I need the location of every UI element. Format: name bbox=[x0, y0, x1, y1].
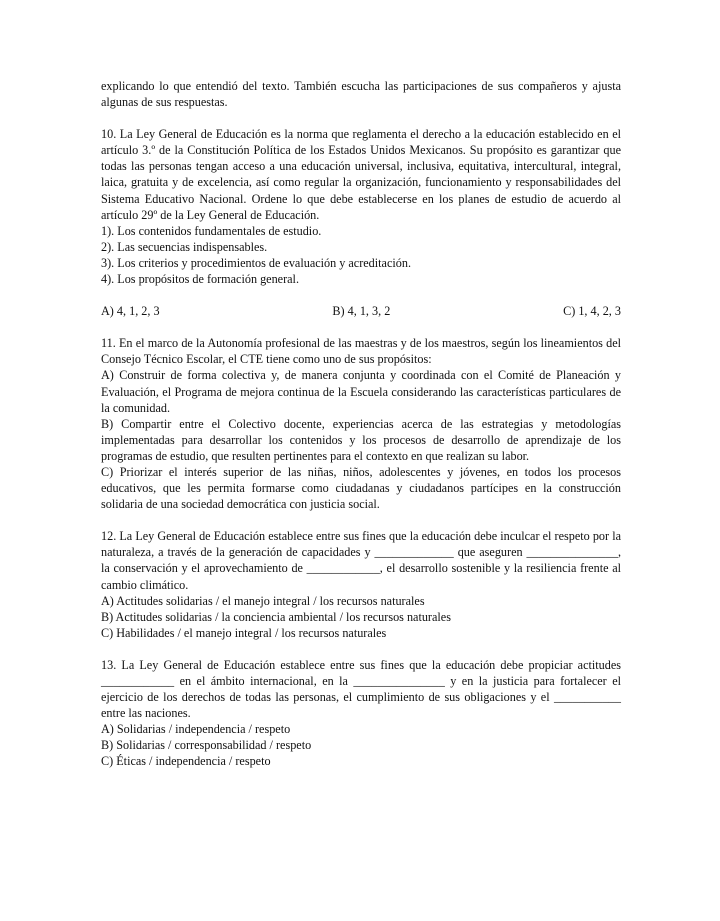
question-12-option-b[interactable]: B) Actitudes solidarias / la conciencia ambiental / los recursos naturales bbox=[101, 609, 451, 624]
question-11-option-a[interactable]: A) Construir de forma colectiva y, de manera conjunta y coordinada con el Comité de Planeación y Evaluación, el Programa de mejora continua de la Escuela considerando las características particulares de la comunidad. bbox=[101, 368, 621, 415]
question-10-option-b[interactable]: B) 4, 1, 3, 2 bbox=[332, 304, 391, 319]
question-13 bbox=[101, 657, 621, 770]
question-10-item-3: 3). Los criterios y procedimientos de evaluación y acreditación. bbox=[101, 255, 411, 270]
question-11-stem: 11. En el marco de la Autonomía profesional de las maestras y de los maestros, según los lineamientos del Consejo Técnico Escolar, el CTE tiene como uno de sus propósitos: bbox=[101, 336, 621, 367]
question-11-option-b[interactable]: B) Compartir entre el Colectivo docente, experiencias acerca de las estrategias y metodologías implementadas para desarrollar los contenidos y los procesos de desarrollo de aprendizaje de los programas de estudio, que resulten pertinentes para el contexto en que realizan su labor. bbox=[101, 416, 621, 463]
question-11 bbox=[101, 335, 621, 512]
question-10-option-c[interactable]: C) 1, 4, 2, 3 bbox=[563, 304, 621, 319]
question-10-options bbox=[101, 303, 621, 319]
intro-paragraph: explicando lo que entendió del texto. También escucha las participaciones de sus compañeros y ajusta algunas de sus respuestas. bbox=[101, 79, 621, 110]
question-13-option-c[interactable]: C) Éticas / independencia / respeto bbox=[101, 754, 271, 769]
document-page bbox=[101, 78, 621, 770]
question-12-stem: 12. La Ley General de Educación establece entre sus fines que la educación debe inculcar el respeto por la naturaleza, a través de la generación de capacidades y _____________ que aseguren _______________, la conservación y el aprovechamiento de ____________, el desarrollo sostenible y la resiliencia frente al cambio climático. bbox=[101, 529, 621, 592]
question-13-stem: 13. La Ley General de Educación establece entre sus fines que la educación debe propiciar actitudes ____________ en el ámbito internacional, en la _______________ y en la justicia para fortalecer el ejercicio de los derechos de todas las personas, el cumplimiento de sus obligaciones y el ___________ entre las naciones. bbox=[101, 657, 621, 721]
question-10 bbox=[101, 126, 621, 319]
question-13-option-b[interactable]: B) Solidarias / corresponsabilidad / respeto bbox=[101, 738, 312, 753]
question-11-option-c[interactable]: C) Priorizar el interés superior de las niñas, niños, adolescentes y jóvenes, en todos los procesos educativos, que les permita formarse como ciudadanas y ciudadanos partícipes en la construcción solidaria de una sociedad democrática con justicia social. bbox=[101, 464, 621, 512]
question-10-item-4: 4). Los propósitos de formación general. bbox=[101, 272, 299, 287]
question-12-option-c[interactable]: C) Habilidades / el manejo integral / los recursos naturales bbox=[101, 625, 387, 640]
question-12 bbox=[101, 528, 621, 641]
question-13-option-a[interactable]: A) Solidarias / independencia / respeto bbox=[101, 722, 291, 737]
question-10-stem: 10. La Ley General de Educación es la norma que reglamenta el derecho a la educación establecido en el artículo 3.º de la Constitución Política de los Estados Unidos Mexicanos. Su propósito es garantizar que todas las personas tengan acceso a una educación universal, inclusiva, equitativa, intercultural, integral, laica, gratuita y de excelencia, así como regular la organización, funcionamiento y responsabilidades del Sistema Educativo Nacional. Ordene lo que debe establecerse en los planes de estudio de acuerdo al artículo 29º de la Ley General de Educación. bbox=[101, 127, 621, 222]
question-10-item-2: 2). Las secuencias indispensables. bbox=[101, 239, 268, 254]
question-10-item-1: 1). Los contenidos fundamentales de estudio. bbox=[101, 223, 322, 238]
question-12-option-a[interactable]: A) Actitudes solidarias / el manejo integral / los recursos naturales bbox=[101, 593, 425, 608]
question-10-option-a[interactable]: A) 4, 1, 2, 3 bbox=[101, 304, 160, 319]
